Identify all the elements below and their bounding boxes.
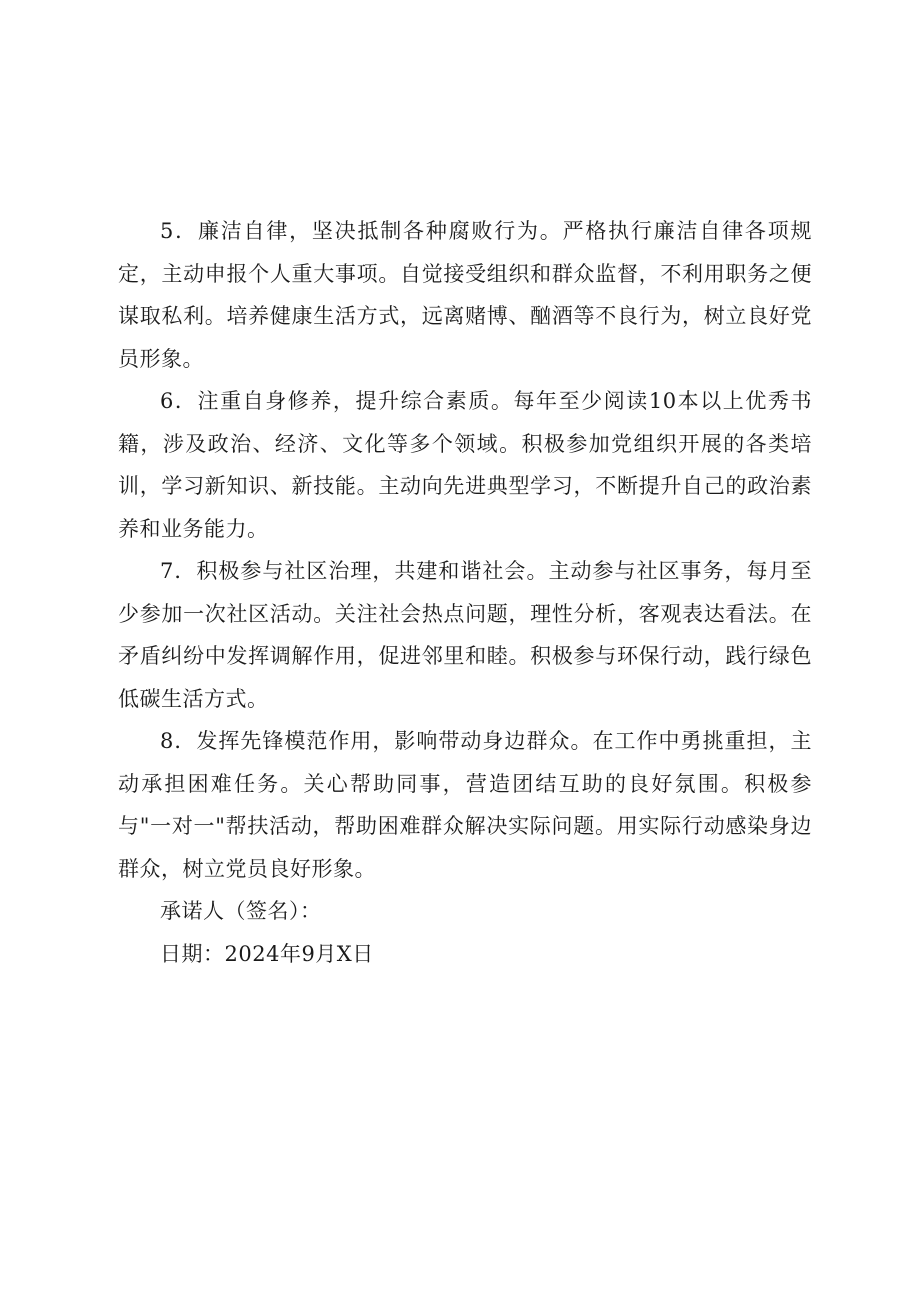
paragraph-item-8: 8．发挥先锋模范作用，影响带动身边群众。在工作中勇挑重担，主动承担困难任务。关心帮助同事，营造团结互助的良好氛围。积极参与"一对一"帮扶活动，帮助困难群众解决实际问题。用实际行动感染身边群众，树立党员良好形象。: [118, 729, 812, 881]
date-line: 日期：2024年9月X日: [160, 941, 374, 966]
paragraph-item-7: 7．积极参与社区治理，共建和谐社会。主动参与社区事务，每月至少参加一次社区活动。关注社会热点问题，理性分析，客观表达看法。在矛盾纠纷中发挥调解作用，促进邻里和睦。积极参与环保行动，践行绿色低碳生活方式。: [118, 559, 812, 711]
document-body: [118, 210, 812, 975]
signer-line: 承诺人（签名）：: [160, 899, 322, 923]
paragraph-item-6: 6．注重自身修养，提升综合素质。每年至少阅读10本以上优秀书籍，涉及政治、经济、文化等多个领域。积极参加党组织开展的各类培训，学习新知识、新技能。主动向先进典型学习，不断提升自己的政治素养和业务能力。: [118, 389, 812, 541]
paragraph-item-5: 5．廉洁自律，坚决抵制各种腐败行为。严格执行廉洁自律各项规定，主动申报个人重大事项。自觉接受组织和群众监督，不利用职务之便谋取私利。培养健康生活方式，远离赌博、酗酒等不良行为，树立良好党员形象。: [118, 219, 812, 371]
